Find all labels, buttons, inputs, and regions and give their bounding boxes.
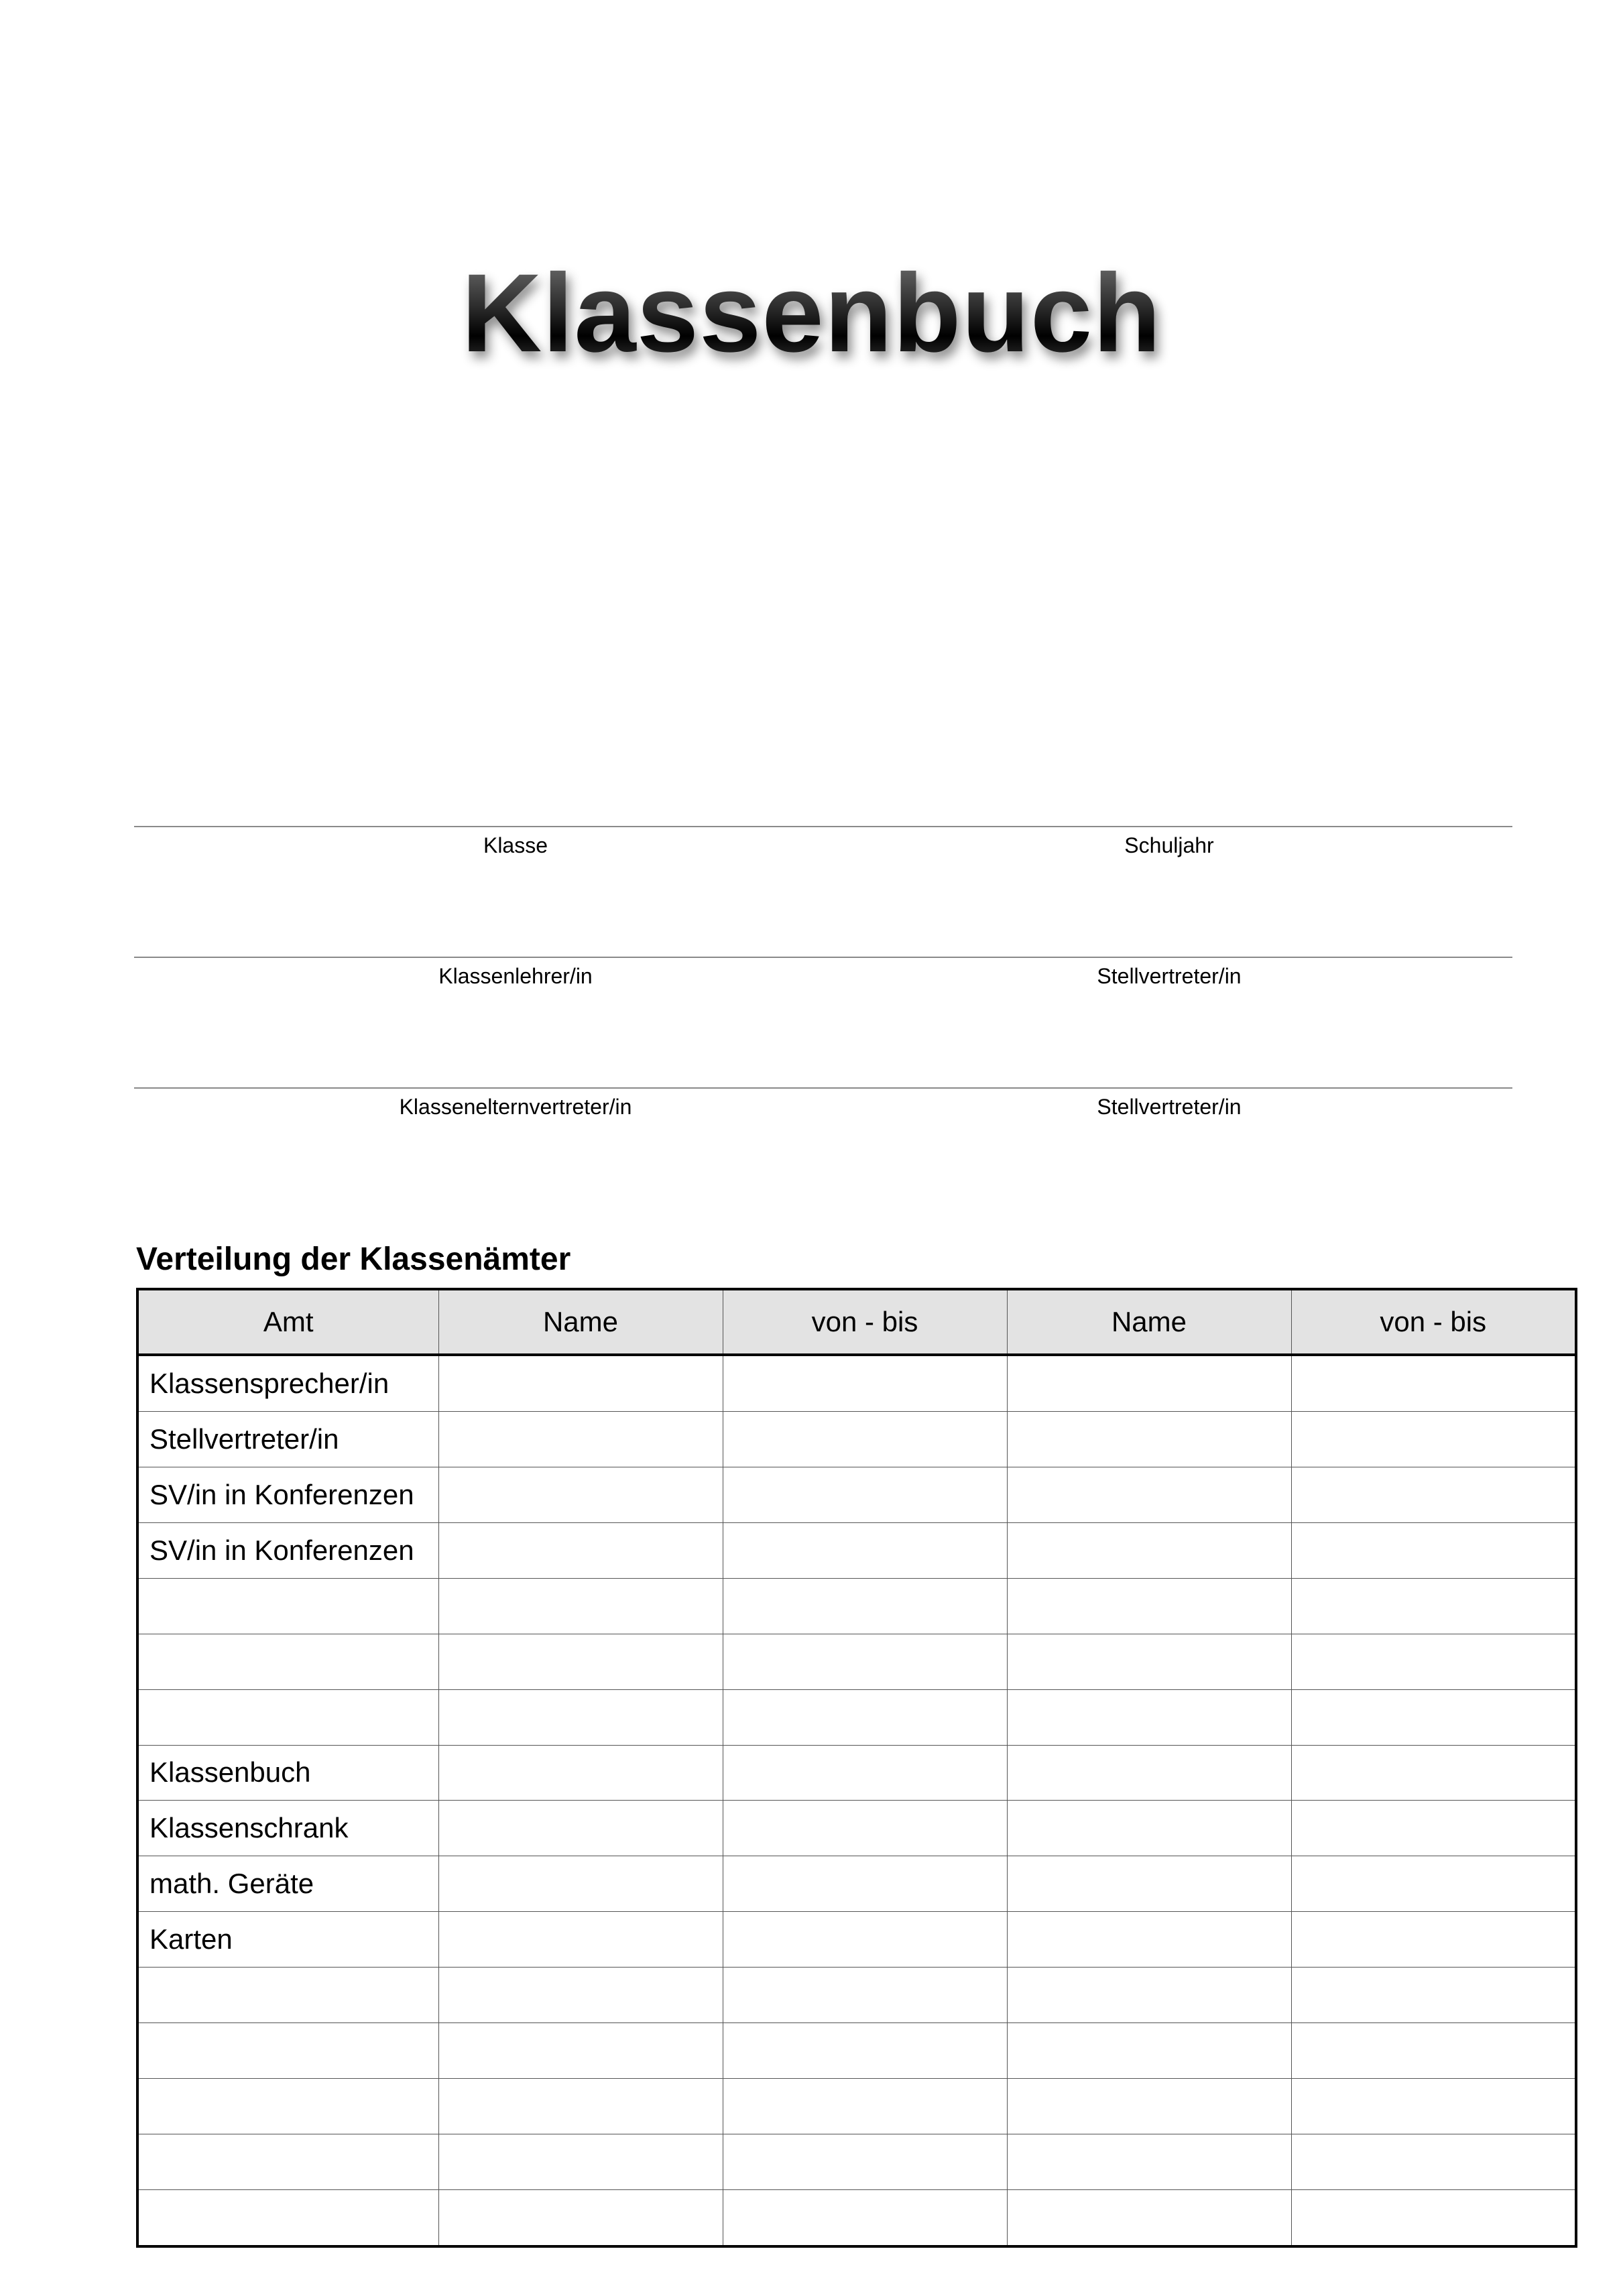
von-bis-1-cell[interactable] xyxy=(723,2023,1007,2079)
von-bis-1-cell[interactable] xyxy=(723,1856,1007,1912)
von-bis-1-cell[interactable] xyxy=(723,2079,1007,2134)
von-bis-2-cell[interactable] xyxy=(1291,1968,1576,2023)
von-bis-1-cell[interactable] xyxy=(723,1745,1007,1801)
column-header-von-bis-2: von - bis xyxy=(1291,1289,1576,1355)
table-row xyxy=(137,1856,1576,1912)
name-1-cell[interactable] xyxy=(438,1856,723,1912)
table-row xyxy=(137,2134,1576,2189)
von-bis-2-cell[interactable] xyxy=(1291,1578,1576,1634)
name-1-cell[interactable] xyxy=(438,1522,723,1578)
name-2-cell[interactable] xyxy=(1007,2134,1291,2189)
signature-line-3 xyxy=(134,1087,1512,1089)
von-bis-2-cell[interactable] xyxy=(1291,1467,1576,1522)
von-bis-2-cell[interactable] xyxy=(1291,1689,1576,1745)
name-2-cell[interactable] xyxy=(1007,1355,1291,1411)
von-bis-1-cell[interactable] xyxy=(723,1912,1007,1968)
amt-cell xyxy=(137,2189,438,2246)
name-2-cell[interactable] xyxy=(1007,2023,1291,2079)
label-schuljahr: Schuljahr xyxy=(1124,833,1214,857)
von-bis-2-cell[interactable] xyxy=(1291,2023,1576,2079)
table-row xyxy=(137,1968,1576,2023)
table-row xyxy=(137,2079,1576,2134)
signature-line-2 xyxy=(134,957,1512,958)
amt-cell xyxy=(137,2134,438,2189)
von-bis-2-cell[interactable] xyxy=(1291,1801,1576,1856)
table-row xyxy=(137,1467,1576,1522)
name-2-cell[interactable] xyxy=(1007,1801,1291,1856)
table-row xyxy=(137,1522,1576,1578)
amt-cell: SV/in in Konferenzen xyxy=(137,1522,438,1578)
von-bis-2-cell[interactable] xyxy=(1291,1856,1576,1912)
name-2-cell[interactable] xyxy=(1007,1912,1291,1968)
column-header-amt: Amt xyxy=(137,1289,438,1355)
klassenaemter-table xyxy=(136,1288,1577,2248)
amt-cell: Karten xyxy=(137,1912,438,1968)
von-bis-1-cell[interactable] xyxy=(723,1634,1007,1689)
von-bis-1-cell[interactable] xyxy=(723,1522,1007,1578)
von-bis-2-cell[interactable] xyxy=(1291,1912,1576,1968)
amt-cell: math. Geräte xyxy=(137,1856,438,1912)
label-klasse: Klasse xyxy=(483,833,548,857)
von-bis-1-cell[interactable] xyxy=(723,2134,1007,2189)
von-bis-1-cell[interactable] xyxy=(723,1411,1007,1467)
table-row xyxy=(137,1912,1576,1968)
von-bis-2-cell[interactable] xyxy=(1291,1355,1576,1411)
von-bis-1-cell[interactable] xyxy=(723,1355,1007,1411)
name-2-cell[interactable] xyxy=(1007,1856,1291,1912)
name-1-cell[interactable] xyxy=(438,1467,723,1522)
von-bis-2-cell[interactable] xyxy=(1291,1411,1576,1467)
name-2-cell[interactable] xyxy=(1007,2189,1291,2246)
name-1-cell[interactable] xyxy=(438,1634,723,1689)
label-stellvertreter-lehrer: Stellvertreter/in xyxy=(1097,964,1242,988)
table-row xyxy=(137,2023,1576,2079)
amt-cell xyxy=(137,2079,438,2134)
table-row xyxy=(137,1578,1576,1634)
column-header-name-2: Name xyxy=(1007,1289,1291,1355)
von-bis-2-cell[interactable] xyxy=(1291,1634,1576,1689)
section-heading-klassenaemter: Verteilung der Klassenämter xyxy=(136,1242,571,1277)
von-bis-2-cell[interactable] xyxy=(1291,2134,1576,2189)
column-header-name-1: Name xyxy=(438,1289,723,1355)
amt-cell xyxy=(137,1968,438,2023)
von-bis-2-cell[interactable] xyxy=(1291,1745,1576,1801)
name-2-cell[interactable] xyxy=(1007,1745,1291,1801)
table-row xyxy=(137,1634,1576,1689)
amt-cell: Klassenschrank xyxy=(137,1801,438,1856)
name-1-cell[interactable] xyxy=(438,1355,723,1411)
table-row xyxy=(137,1411,1576,1467)
name-1-cell[interactable] xyxy=(438,1745,723,1801)
von-bis-1-cell[interactable] xyxy=(723,1578,1007,1634)
amt-cell xyxy=(137,1634,438,1689)
name-2-cell[interactable] xyxy=(1007,1689,1291,1745)
name-1-cell[interactable] xyxy=(438,2079,723,2134)
name-1-cell[interactable] xyxy=(438,1411,723,1467)
name-1-cell[interactable] xyxy=(438,1578,723,1634)
von-bis-2-cell[interactable] xyxy=(1291,2079,1576,2134)
table-row xyxy=(137,2189,1576,2246)
von-bis-2-cell[interactable] xyxy=(1291,2189,1576,2246)
table-row xyxy=(137,1355,1576,1411)
table-header-row xyxy=(137,1289,1576,1355)
name-1-cell[interactable] xyxy=(438,2023,723,2079)
amt-cell xyxy=(137,1689,438,1745)
von-bis-1-cell[interactable] xyxy=(723,2189,1007,2246)
amt-cell: Klassenbuch xyxy=(137,1745,438,1801)
name-1-cell[interactable] xyxy=(438,1912,723,1968)
name-1-cell[interactable] xyxy=(438,1968,723,2023)
name-2-cell[interactable] xyxy=(1007,1411,1291,1467)
name-2-cell[interactable] xyxy=(1007,2079,1291,2134)
von-bis-1-cell[interactable] xyxy=(723,1968,1007,2023)
amt-cell: Klassensprecher/in xyxy=(137,1355,438,1411)
von-bis-1-cell[interactable] xyxy=(723,1689,1007,1745)
page-title: Klassenbuch xyxy=(0,258,1623,369)
amt-cell xyxy=(137,2023,438,2079)
von-bis-1-cell[interactable] xyxy=(723,1801,1007,1856)
table-row xyxy=(137,1689,1576,1745)
table-row xyxy=(137,1745,1576,1801)
table-row xyxy=(137,1801,1576,1856)
amt-cell: Stellvertreter/in xyxy=(137,1411,438,1467)
name-2-cell[interactable] xyxy=(1007,1467,1291,1522)
signature-line-1 xyxy=(134,826,1512,827)
amt-cell xyxy=(137,1578,438,1634)
column-header-von-bis-1: von - bis xyxy=(723,1289,1007,1355)
label-klassenlehrer: Klassenlehrer/in xyxy=(438,964,593,988)
name-2-cell[interactable] xyxy=(1007,1522,1291,1578)
von-bis-2-cell[interactable] xyxy=(1291,1522,1576,1578)
amt-cell: SV/in in Konferenzen xyxy=(137,1467,438,1522)
name-1-cell[interactable] xyxy=(438,2189,723,2246)
label-stellvertreter-eltern: Stellvertreter/in xyxy=(1097,1095,1242,1119)
name-2-cell[interactable] xyxy=(1007,1578,1291,1634)
name-1-cell[interactable] xyxy=(438,1801,723,1856)
name-2-cell[interactable] xyxy=(1007,1968,1291,2023)
name-1-cell[interactable] xyxy=(438,2134,723,2189)
von-bis-1-cell[interactable] xyxy=(723,1467,1007,1522)
name-1-cell[interactable] xyxy=(438,1689,723,1745)
name-2-cell[interactable] xyxy=(1007,1634,1291,1689)
label-klassenelternvertreter: Klassenelternvertreter/in xyxy=(399,1095,632,1119)
